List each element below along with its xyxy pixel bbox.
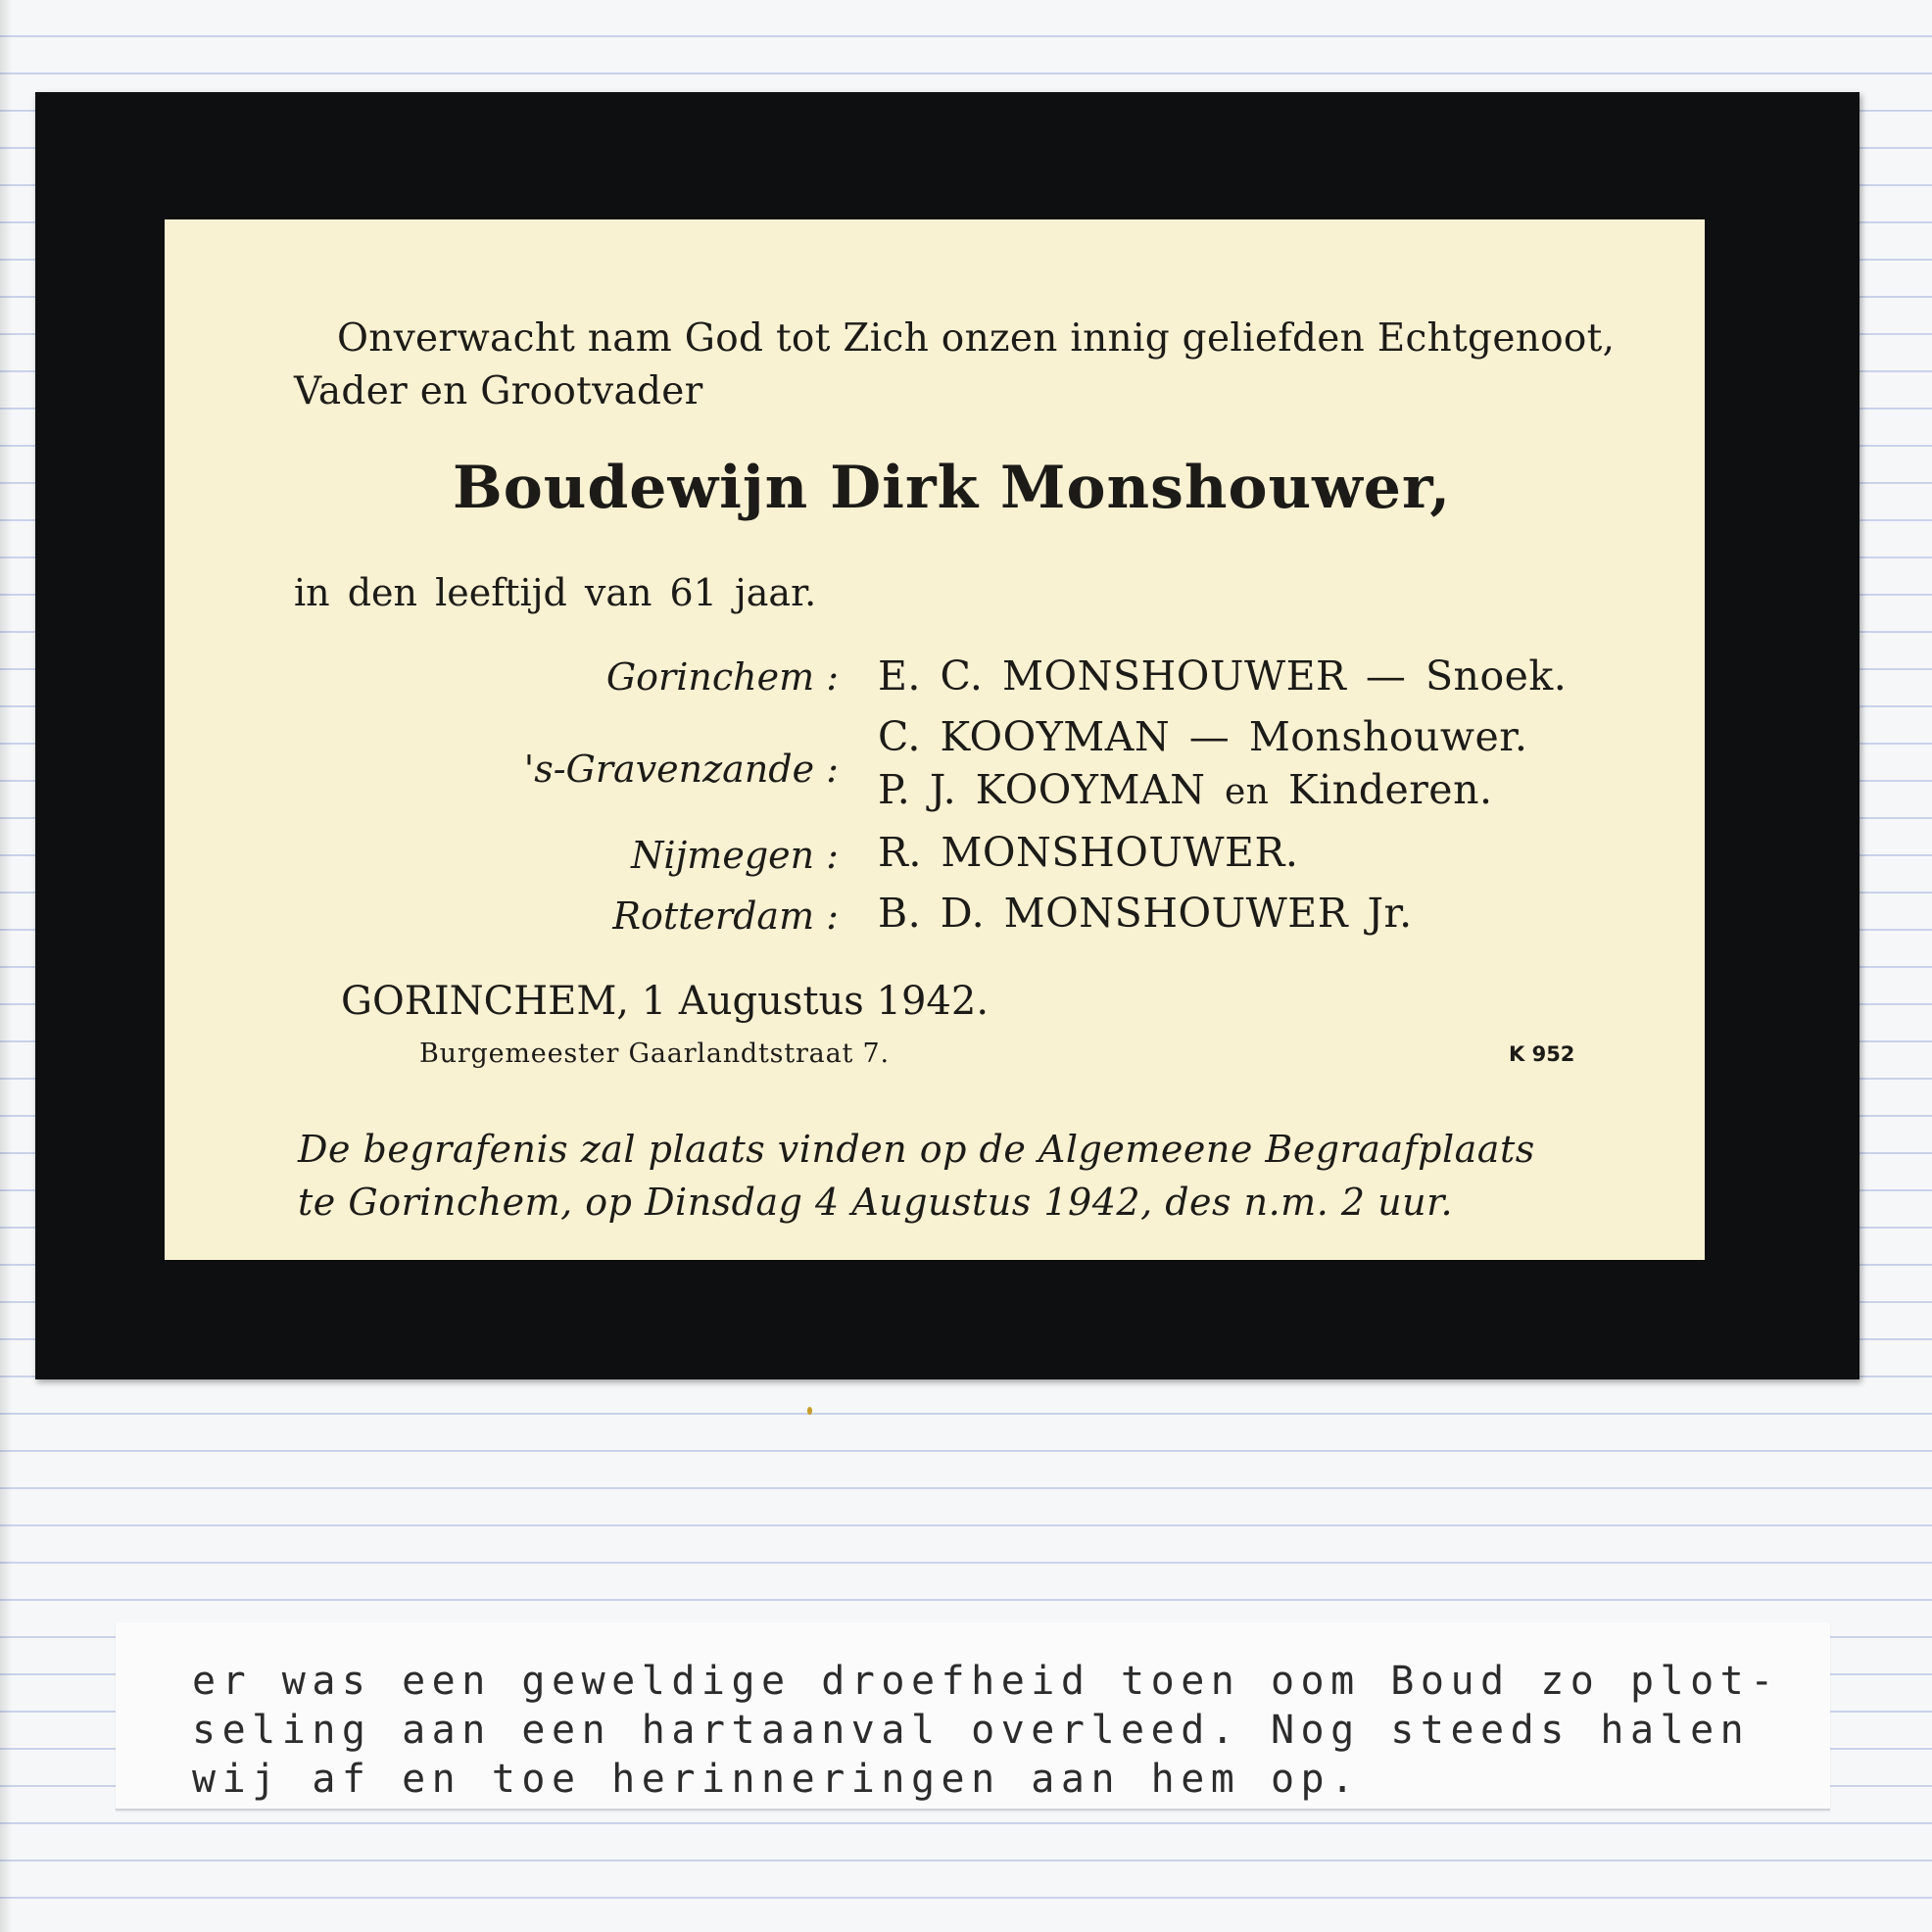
funeral-line-2: te Gorinchem, op Dinsdag 4 Augustus 1942, des n.m. 2 uur. <box>298 1181 1454 1224</box>
age-line: in den leeftijd van 61 jaar. <box>294 571 817 614</box>
note-line-1: er was een geweldige droefheid toen oom Boud zo plot- <box>192 1659 1780 1704</box>
mourning-card <box>35 92 1860 1379</box>
print-code: K 952 <box>1509 1042 1575 1066</box>
mourner-line-gravenzande-2 <box>878 766 1493 813</box>
funeral-line-1: De begrafenis zal plaats vinden op de Algemeene Begraafplaats <box>298 1128 1535 1171</box>
note-line-2: seling aan een hartaanval overleed. Nog steeds halen <box>192 1708 1751 1753</box>
mourner-place-gravenzande: 's-Gravenzande : <box>523 748 839 791</box>
page-edge-shadow <box>0 0 12 1932</box>
mourner-place-rotterdam: Rotterdam : <box>612 894 839 938</box>
typed-note-strip <box>116 1622 1830 1811</box>
deceased-name: Boudewijn Dirk Monshouwer, <box>453 454 1452 522</box>
intro-line-1: Onverwacht nam God tot Zich onzen innig geliefden Echtgenoot, <box>337 316 1616 361</box>
dateline: GORINCHEM, 1 Augustus 1942. <box>341 979 990 1024</box>
street-address: Burgemeester Gaarlandtstraat 7. <box>419 1038 890 1069</box>
note-line-3: wij af en toe herinneringen aan hem op. <box>192 1757 1361 1802</box>
paper-smudge <box>807 1407 812 1415</box>
mourner-place-gorinchem: Gorinchem : <box>605 655 839 699</box>
mourner-line-gravenzande-1: C. KOOYMAN — Monshouwer. <box>878 713 1528 760</box>
mourner-conjunction: en <box>1225 772 1270 812</box>
mourner-children: Kinderen. <box>1288 766 1493 813</box>
mourner-line-nijmegen: R. MONSHOUWER. <box>878 829 1299 876</box>
card-text-panel <box>165 219 1705 1260</box>
mourner-line-gorinchem: E. C. MONSHOUWER — Snoek. <box>878 652 1568 700</box>
mourner-line-rotterdam: B. D. MONSHOUWER Jr. <box>878 890 1413 937</box>
mourner-name-kooyman: P. J. KOOYMAN <box>878 766 1206 813</box>
mourner-place-nijmegen: Nijmegen : <box>631 834 839 877</box>
intro-line-2: Vader en Grootvader <box>294 369 703 413</box>
